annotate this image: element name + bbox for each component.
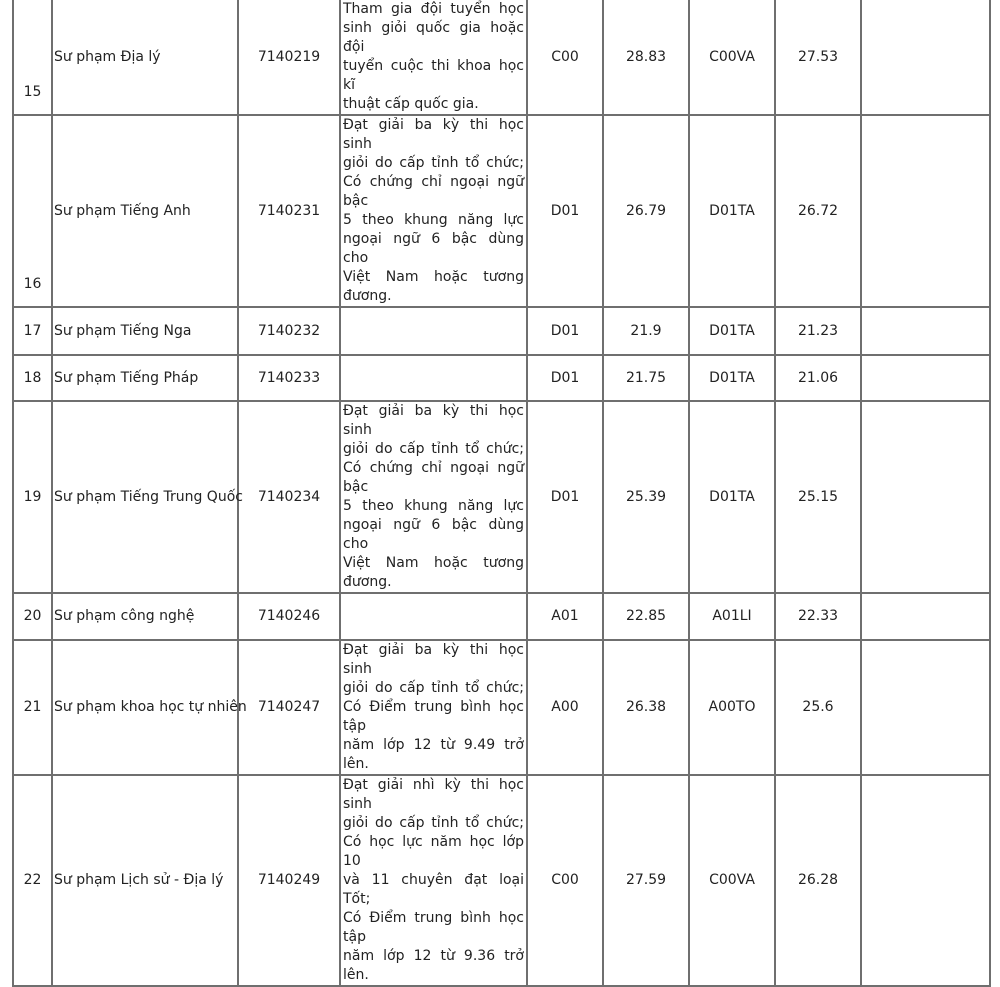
condition-line: Có học lực năm học lớp 10 xyxy=(343,834,524,869)
table-row xyxy=(13,355,990,401)
condition-line: và 11 chuyên đạt loại Tốt; xyxy=(343,872,524,907)
cutoff-score-alt: 26.72 xyxy=(775,115,861,307)
row-number: 19 xyxy=(13,401,52,593)
subject-combination-alt: D01TA xyxy=(689,115,775,307)
subject-combination: C00 xyxy=(527,0,603,115)
condition-line: Đạt giải ba kỳ thi học sinh xyxy=(343,403,524,438)
subject-combination: D01 xyxy=(527,401,603,593)
condition-line: 5 theo khung năng lực xyxy=(343,498,524,514)
condition-line: giỏi do cấp tỉnh tổ chức; xyxy=(343,680,524,696)
major-code: 7140246 xyxy=(238,593,340,640)
subject-combination-alt: C00VA xyxy=(689,775,775,986)
subject-combination-alt: A00TO xyxy=(689,640,775,775)
cutoff-score-alt: 22.33 xyxy=(775,593,861,640)
subject-combination: C00 xyxy=(527,775,603,986)
row-number: 21 xyxy=(13,640,52,775)
condition-text xyxy=(343,116,524,306)
major-name: Sư phạm Tiếng Pháp xyxy=(52,355,238,401)
cutoff-score-alt: 25.15 xyxy=(775,401,861,593)
condition-text xyxy=(343,641,524,774)
major-code: 7140219 xyxy=(238,0,340,115)
major-code: 7140247 xyxy=(238,640,340,775)
condition-line: Có chứng chỉ ngoại ngữ bậc xyxy=(343,174,524,209)
major-name: Sư phạm Tiếng Nga xyxy=(52,307,238,355)
major-name: Sư phạm Lịch sử - Địa lý xyxy=(52,775,238,986)
major-code: 7140231 xyxy=(238,115,340,307)
cutoff-score-alt: 25.6 xyxy=(775,640,861,775)
condition-line: ngoại ngữ 6 bậc dùng cho xyxy=(343,231,524,266)
condition-line: ngoại ngữ 6 bậc dùng cho xyxy=(343,517,524,552)
cutoff-score-alt: 26.28 xyxy=(775,775,861,986)
cutoff-score: 28.83 xyxy=(603,0,689,115)
major-name: Sư phạm Tiếng Trung Quốc xyxy=(52,401,238,593)
major-code: 7140232 xyxy=(238,307,340,355)
cutoff-score: 27.59 xyxy=(603,775,689,986)
admission-condition xyxy=(340,640,527,775)
condition-line: giỏi do cấp tỉnh tổ chức; xyxy=(343,441,524,457)
table-row xyxy=(13,307,990,355)
cutoff-score: 22.85 xyxy=(603,593,689,640)
condition-line: đương. xyxy=(343,574,392,590)
cutoff-score-alt: 27.53 xyxy=(775,0,861,115)
table-row xyxy=(13,775,990,986)
admission-condition xyxy=(340,0,527,115)
condition-line: Có Điểm trung bình học tập xyxy=(343,910,524,945)
condition-line: thuật cấp quốc gia. xyxy=(343,96,479,112)
major-name: Sư phạm khoa học tự nhiên xyxy=(52,640,238,775)
note-cell xyxy=(861,0,990,115)
note-cell xyxy=(861,115,990,307)
note-cell xyxy=(861,401,990,593)
row-number: 16 xyxy=(13,115,52,307)
row-number: 15 xyxy=(13,0,52,115)
table-row xyxy=(13,115,990,307)
admission-condition xyxy=(340,775,527,986)
admission-condition xyxy=(340,355,527,401)
condition-line: Đạt giải ba kỳ thi học sinh xyxy=(343,642,524,677)
condition-line: Đạt giải ba kỳ thi học sinh xyxy=(343,117,524,152)
note-cell xyxy=(861,640,990,775)
table-row xyxy=(13,593,990,640)
condition-line: sinh giỏi quốc gia hoặc đội xyxy=(343,20,524,55)
condition-line: đương. xyxy=(343,288,392,304)
admission-condition xyxy=(340,401,527,593)
condition-line: Việt Nam hoặc tương xyxy=(343,269,524,285)
admission-condition xyxy=(340,307,527,355)
subject-combination-alt: D01TA xyxy=(689,307,775,355)
cutoff-score: 26.38 xyxy=(603,640,689,775)
condition-line: năm lớp 12 từ 9.36 trở lên. xyxy=(343,948,524,983)
table-row xyxy=(13,640,990,775)
admission-condition xyxy=(340,115,527,307)
note-cell xyxy=(861,593,990,640)
subject-combination-alt: A01LI xyxy=(689,593,775,640)
cutoff-score: 21.9 xyxy=(603,307,689,355)
admission-condition xyxy=(340,593,527,640)
cutoff-score-alt: 21.06 xyxy=(775,355,861,401)
subject-combination: A01 xyxy=(527,593,603,640)
table-body xyxy=(13,0,990,986)
note-cell xyxy=(861,355,990,401)
row-number: 20 xyxy=(13,593,52,640)
major-name: Sư phạm Tiếng Anh xyxy=(52,115,238,307)
condition-line: Tham gia đội tuyển học xyxy=(343,1,524,17)
note-cell xyxy=(861,307,990,355)
condition-line: Việt Nam hoặc tương xyxy=(343,555,524,571)
subject-combination-alt: C00VA xyxy=(689,0,775,115)
major-name: Sư phạm công nghệ xyxy=(52,593,238,640)
cutoff-score-alt: 21.23 xyxy=(775,307,861,355)
row-number: 17 xyxy=(13,307,52,355)
condition-line: năm lớp 12 từ 9.49 trở lên. xyxy=(343,737,524,772)
cutoff-score: 26.79 xyxy=(603,115,689,307)
major-name: Sư phạm Địa lý xyxy=(52,0,238,115)
subject-combination: D01 xyxy=(527,115,603,307)
subject-combination: D01 xyxy=(527,307,603,355)
subject-combination-alt: D01TA xyxy=(689,401,775,593)
subject-combination-alt: D01TA xyxy=(689,355,775,401)
condition-line: Có chứng chỉ ngoại ngữ bậc xyxy=(343,460,524,495)
condition-line: Có Điểm trung bình học tập xyxy=(343,699,524,734)
subject-combination: A00 xyxy=(527,640,603,775)
condition-line: tuyển cuộc thi khoa học kĩ xyxy=(343,58,524,93)
condition-text xyxy=(343,776,524,985)
subject-combination: D01 xyxy=(527,355,603,401)
row-number: 22 xyxy=(13,775,52,986)
condition-line: 5 theo khung năng lực xyxy=(343,212,524,228)
condition-text xyxy=(343,0,524,114)
cutoff-score: 25.39 xyxy=(603,401,689,593)
table-row xyxy=(13,0,990,115)
condition-line: Đạt giải nhì kỳ thi học sinh xyxy=(343,777,524,812)
row-number: 18 xyxy=(13,355,52,401)
table-row xyxy=(13,401,990,593)
major-code: 7140233 xyxy=(238,355,340,401)
condition-line: giỏi do cấp tỉnh tổ chức; xyxy=(343,155,524,171)
condition-text xyxy=(343,402,524,592)
admission-score-table xyxy=(12,0,991,987)
condition-line: giỏi do cấp tỉnh tổ chức; xyxy=(343,815,524,831)
major-code: 7140234 xyxy=(238,401,340,593)
major-code: 7140249 xyxy=(238,775,340,986)
cutoff-score: 21.75 xyxy=(603,355,689,401)
note-cell xyxy=(861,775,990,986)
